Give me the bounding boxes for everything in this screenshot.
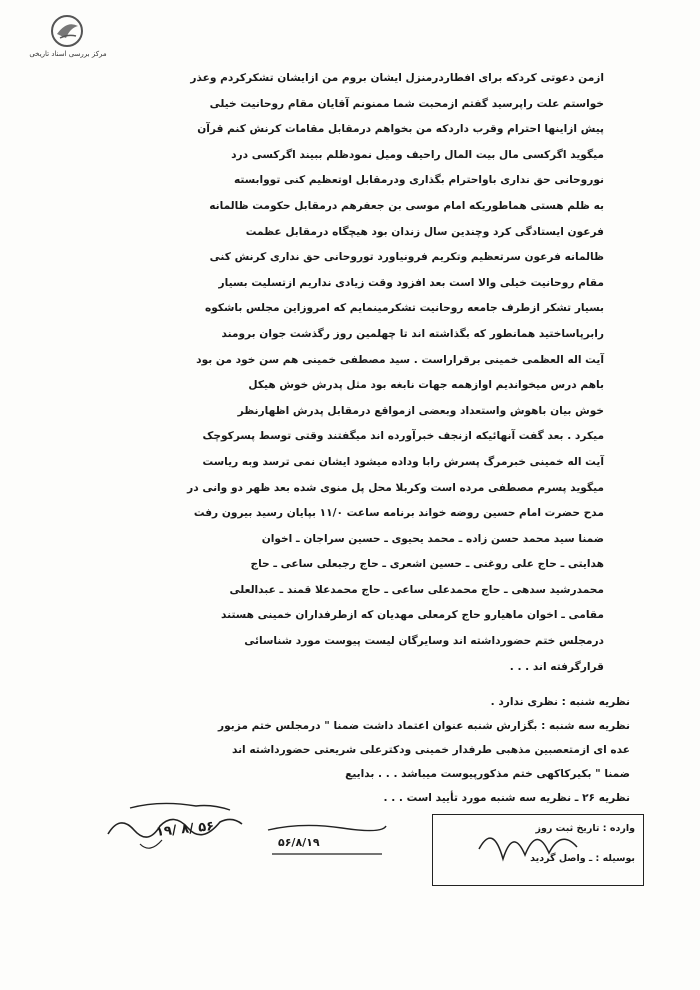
body-line: آیت اله خمینی خبرمرگ پسرش رابا وداده میشود ایشان نمی ترسد وبه ریاست [202,455,604,468]
stamp-date: ۵۶/۸/۱۹ [278,836,320,849]
body-line: رابرپاساختید همانطور که بگذاشته اند تا چهلمین روز رگذشت جوان برومند [221,327,604,340]
body-line: درمجلس ختم حضورداشته اند وسایرگان لیست پیوست مورد شناسائی [244,635,604,648]
report-body [92,66,604,680]
body-line: خوش بیان باهوش واستعداد وبعضی ازمواقع درمقابل پدرش اظهارنظر [237,404,604,417]
note-line: نظریه شنبه : نظری ندارد . [490,696,630,708]
body-line: به ظلم هستی هماطوریکه امام موسی بن جعفرهم درمقابل حکومت ظالمانه [209,199,604,212]
body-line: ضمنا سید محمد حسن زاده ـ محمد یحیوی ـ حسین سراجان ـ اخوان [261,532,604,545]
body-line: ازمن دعوتی کردکه برای افطاردرمنزل ایشان بروم من ازایشان تشکرکردم وعذر [190,72,604,84]
body-line: هدایتی ـ حاج علی روغنی ـ حسین اشعری ـ حاج رجبعلی ساعی ـ حاج [250,558,604,571]
body-line: خواستم علت راپرسید گفتم ازمحبت شما ممنونم آقایان مقام روحانیت خیلی [209,97,604,110]
body-line: باهم درس میخواندیم اوازهمه جهات نابغه بود مثل پدرش خوش هیکل [248,379,604,392]
note-line: نظریه ۲۶ ـ نظریه سه شنبه مورد تأیید است . . . [383,792,630,804]
body-line: ظالمانه فرعون سرتعظیم وتکریم فرونیاورد توروحانی حق نداری کرنش کنی [209,251,604,264]
stamp-received-line: وارده : تاریخ ثبت روز [535,823,635,834]
body-line: میگوید پسرم مصطفی مرده است وکربلا محل پل منوی شده بعد ظهر دو وانی در [187,481,604,494]
body-line: میگوید اگرکسی مال بیت المال راحیف ومیل نمودظلم ببیند اگرکسی درد [231,148,604,161]
signature-date: ۱۹/ ۸/ ۵۶ [155,818,215,841]
note-line: ضمنا " بکیرکاکهی ختم مذکورپیوست میباشد . . . بداییع [345,768,630,780]
body-line: بسیار تشکر ازطرف جامعه روحانیت تشکرمینمایم که امروزاین مجلس باشکوه [204,302,604,315]
body-line: پیش ازاینها احترام وقرب داردکه من بخواهم درمقابل مقامات کرنش کنم قرآن [197,123,604,136]
archive-logo [18,14,118,66]
stamp-signature [473,819,583,879]
logo-caption: مرکز بررسی اسناد تاریخی [29,50,107,58]
note-line: نظریه سه شنبه : بگزارش شنبه عنوان اعتماد داشت ضمنا " درمجلس ختم مزبور [218,720,630,732]
body-line: آیت اله العظمی خمینی برقراراست . سید مصطفی خمینی هم سن خود من بود [196,353,604,366]
body-line: قرارگرفته اند . . . [509,660,604,673]
note-line: عده ای ازمتعصبین مذهبی طرفدار خمینی ودکترعلی شریعتی حضورداشته اند [231,744,630,756]
body-line: فرعون ایستادگی کرد وچندین سال زندان بود هیچگاه درمقابل عظمت [245,225,604,238]
body-line: مقام روحانیت خیلی والا است بعد افزود وقت زیادی نداریم ازتسلیت بسیار [218,276,604,289]
receipt-stamp [432,814,644,886]
stamp-delivered-line: بوسیله : ـ واصل گردید [530,853,635,864]
archive-center-logo-icon [50,14,84,48]
body-line: محمدرشید سدهی ـ حاج محمدعلی ساعی ـ حاج محمدعلا قمند ـ عبدالعلی [229,583,604,596]
body-line: مقامی ـ اخوان ماهیارو حاج کرمعلی مهدیان که ازطرفداران خمینی هستند [221,609,604,622]
body-line: مدح حضرت امام حسین روضه خواند برنامه ساعت ۱۱/۰ بپایان رسید بیرون رفت [193,507,604,520]
assessment-notes [70,690,630,810]
body-line: میکرد . بعد گفت آنهائیکه ازنجف خبرآورده اند میگفتند وقتی توسط پسرکوچک [202,430,604,443]
body-line: نوروحانی حق نداری باواحترام بگذاری ودرمقابل اوتعظیم کنی تووابسته [233,174,604,187]
